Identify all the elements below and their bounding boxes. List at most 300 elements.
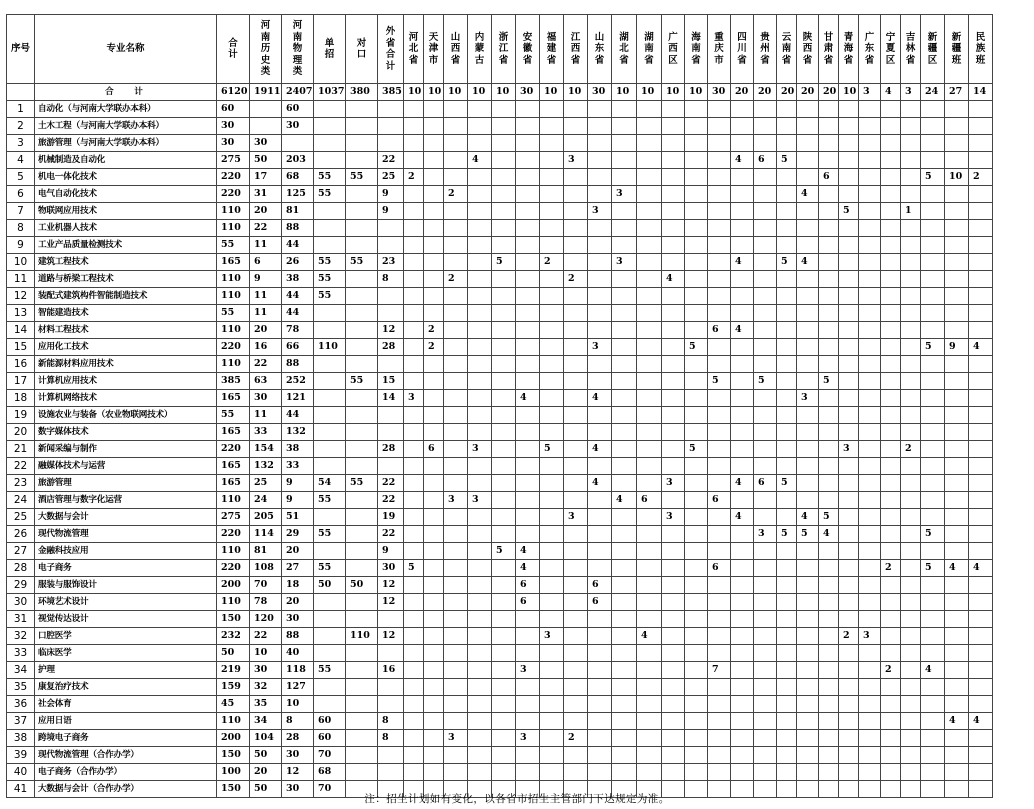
plan-count-cell	[881, 203, 901, 220]
plan-count-cell	[314, 424, 346, 441]
table-row	[7, 526, 993, 543]
plan-count-cell	[612, 407, 637, 424]
plan-count-cell: 385	[217, 373, 250, 390]
plan-count-cell	[859, 118, 881, 135]
plan-count-cell	[346, 356, 378, 373]
plan-count-cell	[921, 747, 945, 764]
plan-count-cell	[540, 390, 564, 407]
plan-count-cell	[516, 254, 540, 271]
plan-count-cell	[444, 611, 468, 628]
plan-count-cell	[969, 254, 993, 271]
plan-count-cell	[378, 611, 404, 628]
major-name: 酒店管理与数字化运营	[35, 492, 217, 509]
plan-count-cell	[969, 543, 993, 560]
plan-count-cell	[612, 271, 637, 288]
plan-count-cell	[859, 730, 881, 747]
plan-count-cell	[731, 645, 754, 662]
plan-count-cell: 5	[777, 475, 797, 492]
plan-count-cell	[404, 543, 424, 560]
plan-count-cell	[685, 560, 708, 577]
table-row	[7, 186, 993, 203]
major-name: 大数据与会计（合作办学）	[35, 781, 217, 798]
plan-count-cell	[424, 373, 444, 390]
plan-count-cell	[516, 679, 540, 696]
plan-count-cell: 3	[564, 509, 588, 526]
plan-count-cell	[564, 373, 588, 390]
plan-count-cell	[540, 356, 564, 373]
plan-count-cell: 50	[250, 152, 282, 169]
plan-count-cell	[797, 322, 819, 339]
major-name: 护理	[35, 662, 217, 679]
major-name: 口腔医学	[35, 628, 217, 645]
plan-count-cell: 5	[492, 543, 516, 560]
plan-count-cell	[901, 322, 921, 339]
plan-count-cell: 30	[250, 662, 282, 679]
plan-count-cell: 5	[685, 441, 708, 458]
plan-count-cell: 55	[314, 169, 346, 186]
plan-count-cell	[859, 645, 881, 662]
plan-count-cell	[588, 135, 612, 152]
plan-count-cell	[859, 509, 881, 526]
plan-count-cell: 16	[250, 339, 282, 356]
plan-count-cell	[588, 611, 612, 628]
plan-count-cell	[859, 577, 881, 594]
plan-count-cell: 3	[588, 203, 612, 220]
plan-count-cell	[346, 424, 378, 441]
plan-count-cell: 2	[881, 560, 901, 577]
plan-count-cell	[969, 526, 993, 543]
plan-count-cell	[777, 577, 797, 594]
plan-count-cell	[378, 458, 404, 475]
plan-count-cell	[901, 373, 921, 390]
plan-count-cell	[492, 135, 516, 152]
table-row	[7, 169, 993, 186]
plan-count-cell	[314, 322, 346, 339]
total-cell: 4	[881, 84, 901, 101]
plan-count-cell	[859, 356, 881, 373]
plan-count-cell	[564, 747, 588, 764]
plan-count-cell	[731, 441, 754, 458]
total-cell: 6120	[217, 84, 250, 101]
plan-count-cell	[777, 356, 797, 373]
plan-count-cell: 110	[314, 339, 346, 356]
plan-count-cell	[731, 730, 754, 747]
table-row	[7, 152, 993, 169]
plan-count-cell	[662, 339, 685, 356]
plan-count-cell	[945, 254, 969, 271]
plan-count-cell	[731, 220, 754, 237]
plan-count-cell	[839, 407, 859, 424]
plan-count-cell	[540, 339, 564, 356]
plan-count-cell	[516, 101, 540, 118]
plan-count-cell	[424, 577, 444, 594]
plan-count-cell	[404, 526, 424, 543]
plan-count-cell	[444, 526, 468, 543]
plan-count-cell	[492, 628, 516, 645]
plan-count-cell	[662, 611, 685, 628]
plan-count-cell	[424, 152, 444, 169]
plan-count-cell	[881, 730, 901, 747]
plan-count-cell	[404, 730, 424, 747]
plan-count-cell: 40	[282, 645, 314, 662]
plan-count-cell	[819, 577, 839, 594]
plan-count-cell	[839, 696, 859, 713]
plan-count-cell	[637, 101, 662, 118]
plan-count-cell: 30	[378, 560, 404, 577]
plan-count-cell: 30	[250, 135, 282, 152]
plan-count-cell	[540, 679, 564, 696]
plan-count-cell	[404, 203, 424, 220]
plan-count-cell	[444, 118, 468, 135]
plan-count-cell: 44	[282, 288, 314, 305]
plan-count-cell	[540, 186, 564, 203]
plan-count-cell	[685, 424, 708, 441]
plan-count-cell	[685, 135, 708, 152]
plan-count-cell	[881, 458, 901, 475]
plan-count-cell	[404, 509, 424, 526]
row-index: 10	[7, 254, 35, 271]
plan-count-cell	[637, 458, 662, 475]
plan-count-cell: 38	[282, 441, 314, 458]
plan-count-cell	[424, 730, 444, 747]
plan-count-cell	[945, 696, 969, 713]
plan-count-cell	[564, 101, 588, 118]
plan-count-cell	[540, 458, 564, 475]
plan-count-cell	[777, 441, 797, 458]
plan-count-cell	[708, 526, 731, 543]
table-row	[7, 543, 993, 560]
plan-count-cell	[731, 373, 754, 390]
plan-count-cell	[424, 628, 444, 645]
plan-count-cell	[859, 543, 881, 560]
plan-count-cell	[404, 577, 424, 594]
plan-count-cell	[797, 424, 819, 441]
plan-count-cell	[921, 628, 945, 645]
plan-count-cell	[516, 186, 540, 203]
total-cell: 3	[901, 84, 921, 101]
plan-count-cell	[754, 577, 777, 594]
plan-count-cell: 68	[314, 764, 346, 781]
plan-count-cell	[404, 424, 424, 441]
plan-count-cell: 68	[282, 169, 314, 186]
plan-count-cell	[945, 186, 969, 203]
plan-count-cell	[731, 747, 754, 764]
plan-count-cell	[346, 305, 378, 322]
plan-count-cell	[424, 390, 444, 407]
plan-count-cell	[564, 254, 588, 271]
major-name: 环境艺术设计	[35, 594, 217, 611]
plan-count-cell: 11	[250, 288, 282, 305]
plan-count-cell	[346, 458, 378, 475]
plan-count-cell	[685, 475, 708, 492]
plan-count-cell	[901, 458, 921, 475]
plan-count-cell: 25	[378, 169, 404, 186]
plan-count-cell	[314, 594, 346, 611]
plan-count-cell	[346, 764, 378, 781]
plan-count-cell: 220	[217, 441, 250, 458]
plan-count-cell	[881, 339, 901, 356]
table-row	[7, 220, 993, 237]
plan-count-cell	[492, 271, 516, 288]
plan-count-cell	[588, 679, 612, 696]
plan-count-cell	[859, 458, 881, 475]
plan-count-cell: 3	[444, 492, 468, 509]
row-index: 38	[7, 730, 35, 747]
plan-count-cell	[881, 186, 901, 203]
plan-count-cell	[444, 645, 468, 662]
plan-count-cell: 5	[921, 526, 945, 543]
table-row	[7, 390, 993, 407]
total-cell: 20	[754, 84, 777, 101]
plan-count-cell	[969, 220, 993, 237]
plan-count-cell	[662, 373, 685, 390]
plan-count-cell	[612, 288, 637, 305]
plan-count-cell	[346, 696, 378, 713]
plan-count-cell	[797, 764, 819, 781]
plan-count-cell	[839, 509, 859, 526]
plan-count-cell: 4	[662, 271, 685, 288]
plan-count-cell	[404, 747, 424, 764]
row-index: 41	[7, 781, 35, 798]
plan-count-cell	[588, 458, 612, 475]
row-index: 16	[7, 356, 35, 373]
plan-count-cell: 4	[731, 152, 754, 169]
plan-count-cell	[797, 696, 819, 713]
plan-count-cell	[754, 764, 777, 781]
plan-count-cell	[346, 390, 378, 407]
plan-count-cell	[468, 254, 492, 271]
plan-count-cell	[662, 764, 685, 781]
table-row	[7, 339, 993, 356]
plan-count-cell	[540, 305, 564, 322]
plan-count-cell	[881, 577, 901, 594]
plan-count-cell	[662, 152, 685, 169]
plan-count-cell	[637, 441, 662, 458]
major-name: 应用化工技术	[35, 339, 217, 356]
row-index: 14	[7, 322, 35, 339]
major-name: 新闻采编与制作	[35, 441, 217, 458]
plan-count-cell	[921, 356, 945, 373]
plan-count-cell	[945, 203, 969, 220]
plan-count-cell	[859, 764, 881, 781]
plan-count-cell: 32	[250, 679, 282, 696]
plan-count-cell	[839, 730, 859, 747]
header-cell: 贵州省	[754, 15, 777, 84]
plan-count-cell: 50	[217, 645, 250, 662]
plan-count-cell	[708, 730, 731, 747]
plan-count-cell	[708, 611, 731, 628]
total-cell: 20	[819, 84, 839, 101]
plan-count-cell	[731, 577, 754, 594]
plan-count-cell: 55	[314, 186, 346, 203]
plan-count-cell	[612, 356, 637, 373]
header-cell: 安徽省	[516, 15, 540, 84]
plan-count-cell	[685, 186, 708, 203]
plan-count-cell: 3	[404, 390, 424, 407]
plan-count-cell	[819, 730, 839, 747]
plan-count-cell	[564, 594, 588, 611]
plan-count-cell	[945, 135, 969, 152]
plan-count-cell	[492, 407, 516, 424]
plan-count-cell	[492, 152, 516, 169]
plan-count-cell	[540, 509, 564, 526]
plan-count-cell	[921, 203, 945, 220]
plan-count-cell: 6	[424, 441, 444, 458]
plan-count-cell	[492, 390, 516, 407]
plan-count-cell	[921, 764, 945, 781]
plan-count-cell	[969, 390, 993, 407]
plan-count-cell: 3	[612, 186, 637, 203]
row-index: 30	[7, 594, 35, 611]
plan-count-cell	[612, 169, 637, 186]
plan-count-cell	[921, 458, 945, 475]
plan-count-cell	[859, 696, 881, 713]
plan-count-cell	[662, 101, 685, 118]
plan-count-cell	[754, 662, 777, 679]
plan-count-cell	[637, 560, 662, 577]
plan-count-cell	[346, 526, 378, 543]
plan-count-cell	[662, 713, 685, 730]
plan-count-cell	[516, 135, 540, 152]
table-row	[7, 662, 993, 679]
plan-count-cell	[564, 305, 588, 322]
header-cell: 单招	[314, 15, 346, 84]
plan-count-cell	[708, 475, 731, 492]
plan-count-cell	[969, 322, 993, 339]
plan-count-cell	[839, 373, 859, 390]
row-index: 15	[7, 339, 35, 356]
row-index: 12	[7, 288, 35, 305]
plan-count-cell	[564, 118, 588, 135]
plan-count-cell	[901, 288, 921, 305]
row-index: 40	[7, 764, 35, 781]
plan-count-cell: 5	[797, 526, 819, 543]
plan-count-cell	[404, 764, 424, 781]
plan-count-cell	[839, 271, 859, 288]
plan-count-cell	[777, 373, 797, 390]
plan-count-cell	[859, 169, 881, 186]
total-cell: 20	[777, 84, 797, 101]
plan-count-cell	[444, 237, 468, 254]
plan-count-cell	[819, 322, 839, 339]
plan-count-cell	[378, 696, 404, 713]
plan-count-cell	[637, 611, 662, 628]
row-index: 11	[7, 271, 35, 288]
plan-count-cell	[839, 220, 859, 237]
plan-count-cell	[777, 118, 797, 135]
plan-count-cell	[404, 696, 424, 713]
plan-count-cell	[685, 203, 708, 220]
plan-count-cell	[881, 492, 901, 509]
plan-count-cell	[588, 509, 612, 526]
plan-count-cell	[754, 594, 777, 611]
plan-count-cell	[685, 645, 708, 662]
plan-count-cell	[859, 441, 881, 458]
plan-count-cell	[346, 441, 378, 458]
total-cell: 27	[945, 84, 969, 101]
plan-count-cell	[424, 186, 444, 203]
plan-count-cell	[754, 135, 777, 152]
plan-count-cell	[945, 237, 969, 254]
plan-count-cell	[921, 305, 945, 322]
plan-count-cell	[378, 118, 404, 135]
total-label: 合 计	[35, 84, 217, 101]
plan-count-cell	[346, 322, 378, 339]
plan-count-cell	[314, 118, 346, 135]
plan-count-cell	[662, 492, 685, 509]
plan-count-cell	[839, 713, 859, 730]
plan-count-cell	[540, 492, 564, 509]
plan-count-cell	[612, 577, 637, 594]
plan-count-cell	[516, 747, 540, 764]
plan-count-cell	[444, 560, 468, 577]
plan-count-cell	[564, 662, 588, 679]
row-index: 31	[7, 611, 35, 628]
plan-count-cell	[819, 645, 839, 662]
plan-count-cell	[444, 458, 468, 475]
plan-count-cell	[708, 764, 731, 781]
table-row	[7, 101, 993, 118]
plan-count-cell	[881, 118, 901, 135]
major-name: 电子商务	[35, 560, 217, 577]
plan-count-cell: 17	[250, 169, 282, 186]
plan-count-cell: 54	[314, 475, 346, 492]
header-cell: 序号	[7, 15, 35, 84]
table-row	[7, 645, 993, 662]
plan-count-cell	[492, 203, 516, 220]
header-cell: 青海省	[839, 15, 859, 84]
plan-count-cell	[468, 458, 492, 475]
plan-count-cell	[540, 543, 564, 560]
plan-count-cell	[731, 713, 754, 730]
plan-count-cell: 9	[282, 492, 314, 509]
plan-count-cell	[516, 696, 540, 713]
plan-count-cell	[468, 730, 492, 747]
plan-count-cell	[859, 288, 881, 305]
plan-count-cell	[797, 271, 819, 288]
plan-count-cell	[346, 407, 378, 424]
plan-count-cell: 118	[282, 662, 314, 679]
plan-count-cell	[564, 475, 588, 492]
plan-count-cell: 3	[662, 509, 685, 526]
plan-count-cell	[378, 645, 404, 662]
major-name: 电气自动化技术	[35, 186, 217, 203]
row-index: 21	[7, 441, 35, 458]
total-cell: 10	[540, 84, 564, 101]
plan-count-cell	[754, 696, 777, 713]
header-cell: 吉林省	[901, 15, 921, 84]
plan-count-cell: 6	[516, 577, 540, 594]
plan-count-cell	[708, 424, 731, 441]
plan-count-cell	[444, 696, 468, 713]
plan-count-cell: 4	[969, 713, 993, 730]
plan-count-cell	[612, 764, 637, 781]
plan-count-cell	[564, 339, 588, 356]
plan-count-cell: 127	[282, 679, 314, 696]
total-cell: 10	[424, 84, 444, 101]
header-cell: 福建省	[540, 15, 564, 84]
plan-count-cell	[819, 152, 839, 169]
plan-count-cell	[881, 305, 901, 322]
plan-count-cell	[468, 594, 492, 611]
plan-count-cell	[777, 696, 797, 713]
plan-count-cell	[404, 373, 424, 390]
plan-count-cell	[819, 305, 839, 322]
plan-count-cell	[969, 764, 993, 781]
header-cell: 对口	[346, 15, 378, 84]
plan-count-cell	[859, 339, 881, 356]
major-name: 跨境电子商务	[35, 730, 217, 747]
